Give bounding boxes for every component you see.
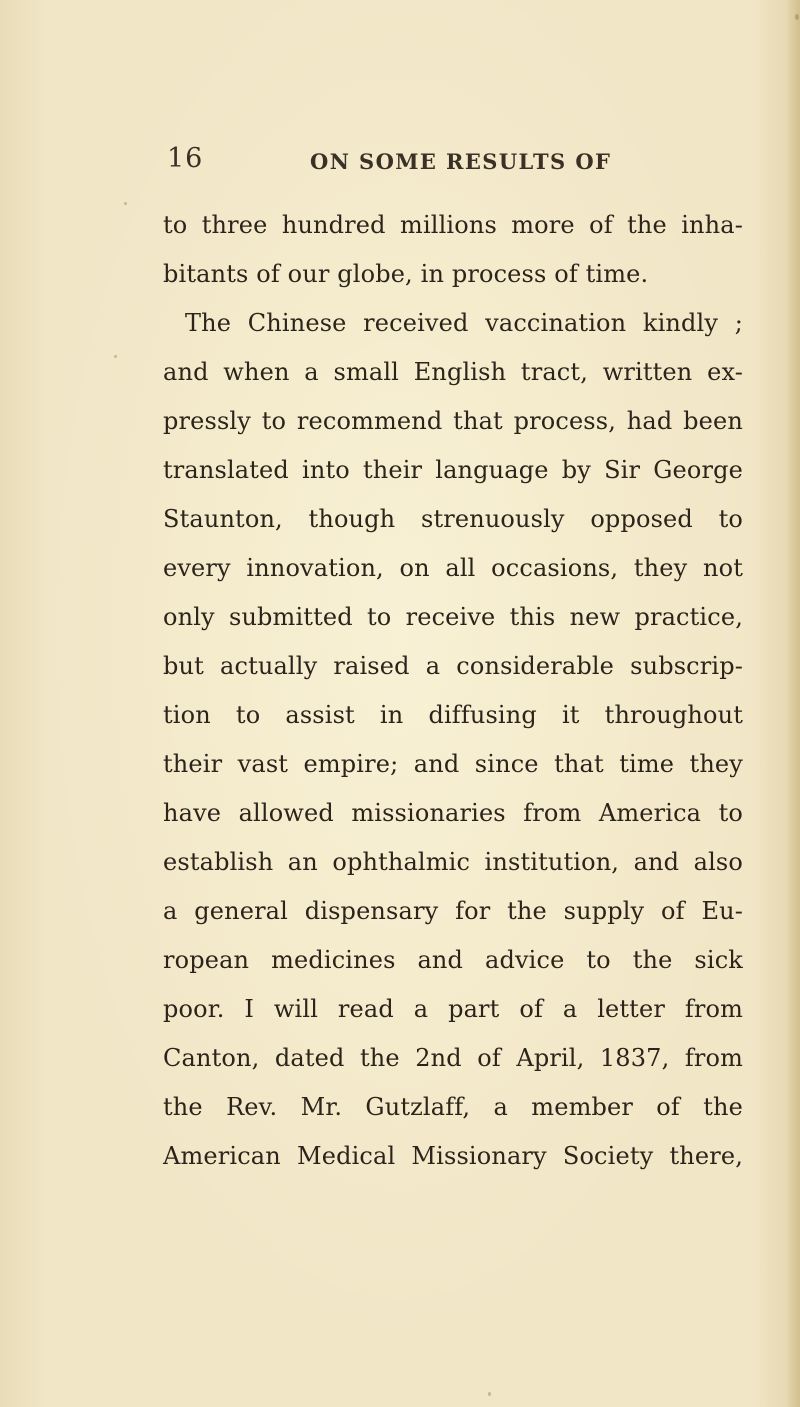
text-line: pressly to recommend that process, had been bbox=[163, 407, 743, 435]
paper-speck bbox=[124, 202, 127, 205]
paper-speck bbox=[114, 355, 117, 358]
text-line: translated into their language by Sir George bbox=[163, 456, 743, 484]
text-line: but actually raised a considerable subscrip- bbox=[163, 652, 743, 680]
text-line: a general dispensary for the supply of Eu- bbox=[163, 897, 743, 925]
running-head bbox=[0, 143, 800, 183]
page-number: 16 bbox=[167, 143, 204, 174]
text-line: Staunton, though strenuously opposed to bbox=[163, 505, 743, 533]
text-line: the Rev. Mr. Gutzlaff, a member of the bbox=[163, 1093, 743, 1121]
text-line: ropean medicines and advice to the sick bbox=[163, 946, 743, 974]
text-line: and when a small English tract, written ex- bbox=[163, 358, 743, 386]
page-edge-shadow bbox=[786, 0, 800, 1407]
text-line: only submitted to receive this new practice, bbox=[163, 603, 743, 631]
text-line: poor. I will read a part of a letter from bbox=[163, 995, 743, 1023]
text-line: establish an ophthalmic institution, and also bbox=[163, 848, 743, 876]
text-line: tion to assist in diffusing it throughout bbox=[163, 701, 743, 729]
text-line: have allowed missionaries from America to bbox=[163, 799, 743, 827]
paper-speck bbox=[795, 14, 799, 20]
text-line: American Medical Missionary Society there, bbox=[163, 1142, 743, 1170]
running-head-title: ON SOME RESULTS OF bbox=[310, 149, 612, 174]
text-line: The Chinese received vaccination kindly ; bbox=[185, 309, 743, 337]
text-line: to three hundred millions more of the inha- bbox=[163, 211, 743, 239]
text-line: their vast empire; and since that time they bbox=[163, 750, 743, 778]
text-line: bitants of our globe, in process of time. bbox=[163, 260, 649, 288]
text-line: Canton, dated the 2nd of April, 1837, from bbox=[163, 1044, 743, 1072]
body-text bbox=[163, 201, 743, 1181]
paper-speck bbox=[488, 1392, 491, 1396]
text-line: every innovation, on all occasions, they not bbox=[163, 554, 743, 582]
